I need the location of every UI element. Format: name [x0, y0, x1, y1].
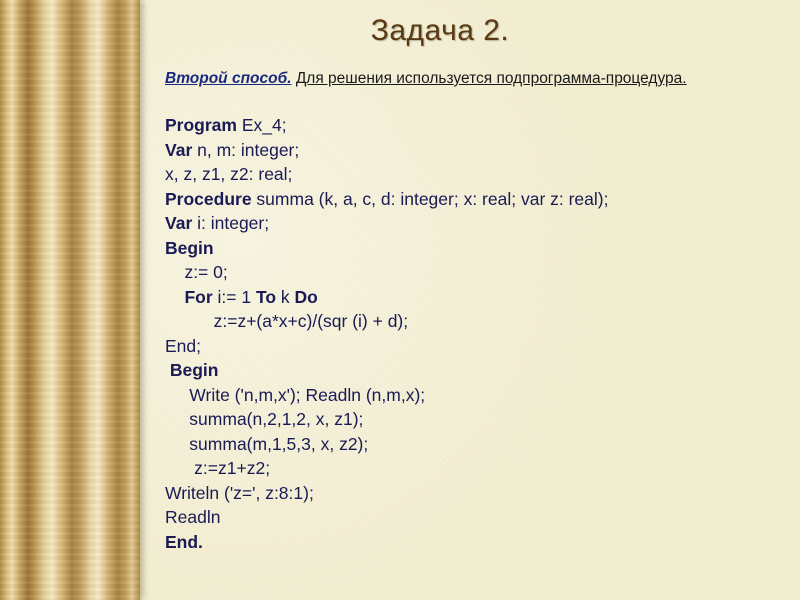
code-line: Write ('n,m,x'); Readln (n,m,x);: [165, 384, 426, 405]
code-line: End;: [165, 335, 201, 356]
code-line: End.: [165, 531, 203, 552]
code-block: [165, 113, 785, 554]
code-line: Writeln ('z=', z:8:1);: [165, 482, 314, 503]
code-line: z:=z+(a*x+c)/(sqr (i) + d);: [165, 311, 409, 331]
code-line: z:= 0;: [165, 262, 228, 282]
code-line: Program Ex_4;: [165, 115, 287, 135]
slide-subtitle: [165, 70, 785, 88]
method-description: Для решения используется подпрограмма-процедура.: [295, 70, 687, 87]
slide-title: Задача 2.: [370, 14, 510, 47]
code-line: Begin: [165, 237, 214, 258]
code-line: z:=z1+z2;: [165, 458, 271, 478]
code-line: For i:= 1 To k Do: [184, 286, 318, 307]
code-line: Var n, m: integer;: [165, 139, 300, 160]
code-line: summa(m,1,5,3, x, z2);: [165, 433, 369, 454]
code-line: Procedure summa (k, a, c, d: integer; x: real; var z: real);: [165, 188, 609, 209]
decorative-column: [0, 0, 140, 600]
code-line: Readln: [165, 507, 221, 527]
code-line: summa(n,2,1,2, x, z1);: [165, 409, 364, 429]
code-line: Var i: integer;: [165, 213, 270, 233]
method-label: Второй способ.: [165, 70, 292, 87]
code-line: Begin: [165, 360, 219, 380]
code-line: x, z, z1, z2: real;: [165, 164, 293, 184]
